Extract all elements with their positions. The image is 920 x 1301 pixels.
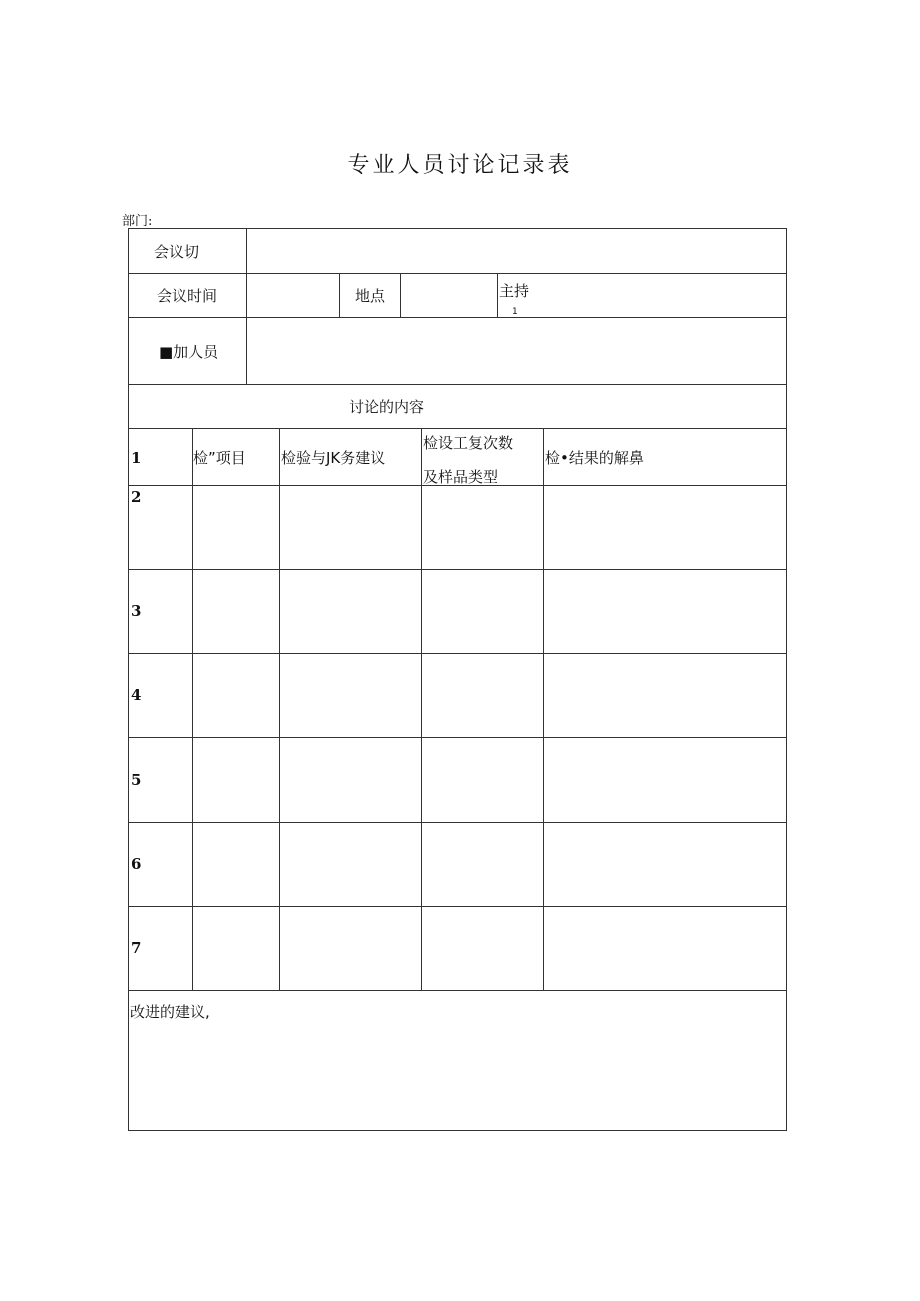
location-label: 地点 — [355, 287, 386, 305]
row-divider — [129, 569, 786, 570]
row-divider — [129, 990, 786, 991]
column-number-header: 1 — [131, 449, 142, 467]
row-divider — [129, 317, 786, 318]
col-divider — [339, 273, 340, 317]
row-number: 7 — [131, 939, 142, 957]
col-divider — [279, 428, 280, 990]
row-number: 6 — [131, 855, 142, 873]
page-title: 专业人员讨论记录表 — [347, 153, 573, 178]
host-footnote: 1 — [512, 307, 518, 317]
row-number: 3 — [131, 602, 142, 620]
row-number: 5 — [131, 771, 142, 789]
row-divider — [129, 822, 786, 823]
row-divider — [129, 273, 786, 274]
attendees-label: ■加人员 — [159, 343, 219, 361]
meeting-subject-label: 会议切 — [154, 243, 200, 261]
row-divider — [129, 428, 786, 429]
col-divider — [400, 273, 401, 317]
row-divider — [129, 653, 786, 654]
department-label: 部门: — [122, 214, 153, 229]
col-divider — [246, 229, 247, 384]
record-table — [128, 228, 787, 1131]
row-divider — [129, 906, 786, 907]
column-suggestion-header: 检验与JK务建议 — [281, 449, 386, 467]
column-count-header-line1: 检设工复次数 — [423, 434, 514, 452]
meeting-time-label: 会议时间 — [157, 287, 218, 305]
column-result-header: 检•结果的解鼻 — [545, 449, 644, 467]
column-item-header: 检”项目 — [193, 449, 246, 467]
row-divider — [129, 384, 786, 385]
row-number: 2 — [131, 488, 142, 506]
row-number: 4 — [131, 686, 142, 704]
row-divider — [129, 737, 786, 738]
col-divider — [421, 428, 422, 990]
column-count-header-line2: 及样品类型 — [423, 468, 499, 486]
improvement-suggestions-label: 改进的建议, — [130, 1003, 210, 1021]
discussion-content-title: 讨论的内容 — [349, 398, 425, 416]
host-label: 主持 — [499, 282, 530, 300]
col-divider — [497, 273, 498, 317]
col-divider — [543, 428, 544, 990]
col-divider — [192, 428, 193, 990]
